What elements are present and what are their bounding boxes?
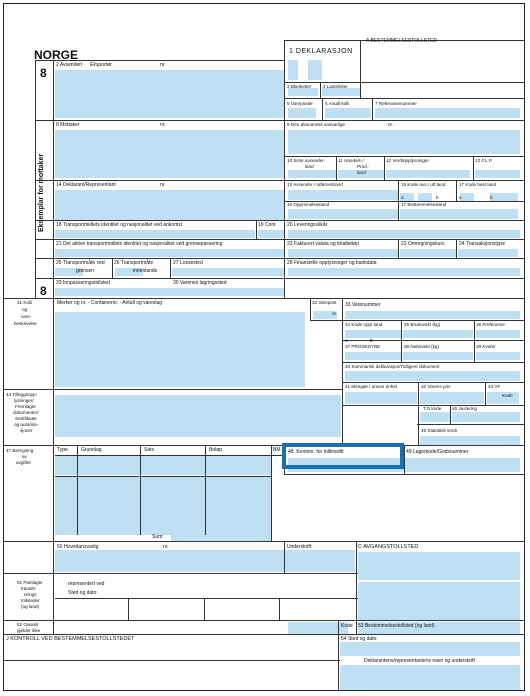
field-17-label: 17 Bestemmelsesland bbox=[401, 202, 447, 207]
rule bbox=[456, 239, 457, 258]
field-44-label-g: sjoner bbox=[20, 428, 33, 433]
field-54-label: 54 Sted og dato: bbox=[341, 636, 378, 642]
field-28-input[interactable] bbox=[288, 268, 520, 276]
rule bbox=[284, 541, 285, 573]
field-8-nr: nr. bbox=[160, 122, 166, 128]
rule bbox=[474, 320, 475, 362]
rule bbox=[418, 382, 419, 445]
col-belop: Beløp bbox=[209, 447, 223, 453]
field-15-input[interactable] bbox=[288, 190, 398, 200]
field-50-label: 50 Hovedansvarlig bbox=[57, 544, 99, 550]
box-a-label: A BESTEMMELSESTOLLSTED bbox=[366, 38, 438, 44]
field-10-label-b: land bbox=[305, 164, 314, 169]
field-17-input[interactable] bbox=[400, 209, 518, 219]
rule bbox=[279, 598, 280, 620]
rule bbox=[140, 445, 141, 535]
field-44-label-d: dokumenter/ bbox=[13, 410, 39, 415]
rule bbox=[338, 620, 339, 691]
box-c-input-2[interactable] bbox=[358, 582, 520, 620]
rule bbox=[342, 298, 343, 445]
field-34-label: 34 Kode oppr.land bbox=[345, 322, 383, 327]
field-24-input[interactable] bbox=[458, 249, 518, 257]
field-1-label: 1 DEKLARASJON bbox=[289, 48, 353, 55]
rule bbox=[35, 180, 524, 181]
field-1-a-input[interactable] bbox=[288, 60, 298, 80]
field-52-label-b: gjelder ikke bbox=[17, 628, 41, 633]
field-49-label: 49 Lagerkode/Godsnummer bbox=[406, 449, 469, 455]
field-54-signature-label: Deklarantens/representantens navn og underskrift bbox=[364, 658, 475, 664]
field-15a-a: a bbox=[401, 195, 404, 200]
rule bbox=[112, 258, 113, 278]
field-20-label: 20 Leveringsvilkår bbox=[287, 222, 328, 228]
rule bbox=[77, 445, 78, 535]
field-51-label-b: transitt- bbox=[21, 586, 37, 591]
rule bbox=[417, 424, 524, 425]
field-17a-a: a bbox=[459, 195, 462, 200]
field-6-input[interactable] bbox=[325, 108, 371, 118]
field-25-label-b: grensen bbox=[76, 268, 95, 274]
field-15-label: 15 Avsender-/ utførselsland bbox=[287, 182, 343, 187]
field-18-input[interactable] bbox=[55, 230, 255, 238]
rule bbox=[55, 598, 358, 599]
field-33-input[interactable] bbox=[345, 311, 520, 319]
field-32-nr: nr. bbox=[332, 311, 338, 316]
field-30-label: 30 Varenes lagringssted bbox=[173, 280, 227, 286]
field-34-a: a bbox=[345, 338, 348, 343]
field-46-label: 46 Statistisk verdi bbox=[421, 428, 457, 433]
rule bbox=[336, 156, 337, 180]
field-34-b: b bbox=[370, 338, 373, 343]
field-47-label: 47 Beregning bbox=[6, 448, 34, 453]
col-sats: Sats bbox=[144, 447, 155, 453]
rule bbox=[4, 298, 524, 299]
field-50-nr: nr. bbox=[163, 544, 169, 550]
field-25-label: 25 Transportmåte ved bbox=[56, 260, 105, 266]
signature-label: Underskrift: bbox=[287, 544, 313, 550]
rule bbox=[342, 382, 524, 383]
rule bbox=[342, 362, 524, 363]
field-44-input[interactable] bbox=[55, 395, 341, 437]
col-grunnlag: Grunnlag bbox=[81, 447, 102, 453]
highlight-field-48 bbox=[282, 443, 404, 469]
field-15a-label: 15 Kode avs./ utf.land bbox=[401, 182, 446, 187]
rule bbox=[271, 445, 272, 541]
field-1-b-input[interactable] bbox=[308, 60, 322, 80]
field-12-label: 12 Verdiopplysninger bbox=[386, 158, 429, 163]
field-4-label: 4 Lastelister bbox=[323, 84, 348, 89]
field-35-input[interactable] bbox=[403, 330, 473, 338]
field-15a-b: b bbox=[436, 195, 439, 200]
field-tokode-label: T.O.kode bbox=[423, 406, 442, 411]
field-47-label-c: avgifter bbox=[16, 460, 32, 465]
field-53-label: 53 Bestemmelsestollsted (og land) bbox=[358, 623, 435, 629]
field-29-30-input[interactable] bbox=[55, 288, 284, 296]
field-38-label: 38 Nettovekt (kg) bbox=[404, 344, 439, 349]
field-19-input[interactable] bbox=[258, 230, 284, 238]
country-title: NORGE bbox=[34, 48, 79, 62]
rule bbox=[310, 298, 311, 320]
field-51-label-e: (og land) bbox=[21, 604, 40, 609]
field-22-input[interactable] bbox=[288, 249, 398, 257]
code-label: Kode bbox=[341, 623, 353, 629]
box-c-label: C AVGANGSTOLLSTED bbox=[358, 544, 419, 550]
rule bbox=[4, 389, 342, 390]
field-11-label: 11 Handels-/ bbox=[338, 158, 364, 163]
field-2-nr: nr. bbox=[160, 62, 166, 68]
field-8-input[interactable] bbox=[55, 130, 284, 178]
rule bbox=[53, 298, 54, 541]
field-13-label: 13 F.L.P bbox=[475, 158, 492, 163]
field-36-input[interactable] bbox=[476, 330, 520, 338]
sum-label: Sum: bbox=[152, 534, 164, 540]
field-44-label-b: lysninger/ bbox=[14, 398, 34, 403]
rule bbox=[284, 98, 524, 99]
field-43-kode: Kode bbox=[502, 393, 513, 398]
rule bbox=[398, 180, 399, 220]
rule bbox=[4, 541, 524, 542]
field-33-label: 33 Varenummer bbox=[345, 302, 381, 308]
rule bbox=[404, 445, 405, 475]
rule bbox=[322, 98, 323, 120]
field-31-label: 31 Kolli bbox=[17, 300, 33, 305]
field-34-input[interactable] bbox=[345, 330, 401, 338]
rule bbox=[35, 60, 36, 298]
rule bbox=[473, 156, 474, 180]
field-26-label: 26 Transportmåte bbox=[114, 260, 154, 266]
field-21-label: 21 Det aktive transportmidlets identitet og nasjonalitet ved grensepassering bbox=[56, 241, 223, 247]
field-54-input[interactable] bbox=[340, 642, 520, 656]
field-12-input[interactable] bbox=[386, 170, 470, 178]
field-31-input[interactable] bbox=[55, 312, 305, 387]
field-9-label: 9 Den økonomisk ansvarlige bbox=[287, 122, 345, 127]
field-52-input[interactable] bbox=[288, 622, 348, 634]
field-31-main-label: Merker og nr. - Containernr. - Antall og vareslag bbox=[57, 300, 163, 306]
field-14-label: 14 Deklarant/Representant bbox=[56, 182, 116, 188]
rule bbox=[55, 455, 284, 456]
rule bbox=[320, 82, 321, 98]
field-52-label: 52 Garanti bbox=[17, 622, 39, 627]
field-27-input[interactable] bbox=[172, 268, 284, 276]
field-38-input[interactable] bbox=[403, 352, 473, 360]
copy-number-bottom: 8 bbox=[40, 284, 47, 298]
rule bbox=[401, 320, 402, 362]
rule bbox=[4, 445, 524, 446]
field-39-label: 39 Kvoter bbox=[476, 344, 496, 349]
box-c-input[interactable] bbox=[358, 552, 520, 580]
field-42-input[interactable] bbox=[420, 392, 484, 404]
field-47-label-b: av bbox=[22, 454, 27, 459]
field-21-input[interactable] bbox=[55, 249, 284, 257]
rule bbox=[284, 40, 285, 298]
field-37-label: 37 PROSEDYRE bbox=[345, 344, 381, 349]
field-44-label-e: Sertifikater bbox=[15, 416, 37, 421]
field-sum-input[interactable] bbox=[171, 534, 271, 541]
rule bbox=[55, 476, 271, 477]
field-46-input[interactable] bbox=[420, 436, 520, 445]
rule bbox=[356, 541, 357, 634]
field-41-input[interactable] bbox=[345, 392, 417, 404]
place-date-label: Sted og dato: bbox=[68, 590, 98, 596]
rule bbox=[35, 278, 524, 279]
field-45-label: 45 Justering bbox=[452, 406, 478, 411]
field-48-label: 48. Kontonr. for tollkreditt bbox=[288, 449, 344, 455]
field-14-nr: nr. bbox=[160, 182, 166, 188]
field-40-label: 40 Summarisk deklarasjon/Tidligere dokument bbox=[345, 364, 440, 369]
field-9-input[interactable] bbox=[288, 130, 520, 154]
field-44-label-f: og autorisa- bbox=[14, 422, 39, 427]
field-31-label-d: beskrivelse bbox=[14, 321, 37, 326]
field-17a-b-input[interactable] bbox=[490, 193, 518, 201]
field-42-label: 42 Varens pris bbox=[421, 384, 451, 389]
rule bbox=[53, 541, 54, 634]
field-47-rows-input[interactable] bbox=[55, 455, 271, 475]
rule bbox=[35, 120, 524, 121]
field-54-signature-input[interactable] bbox=[340, 665, 520, 690]
field-tokode-input[interactable] bbox=[420, 412, 450, 422]
field-26-label-b: innenlands bbox=[133, 268, 158, 274]
field-39-input[interactable] bbox=[476, 352, 520, 360]
field-50-input[interactable] bbox=[55, 550, 355, 572]
rule bbox=[35, 239, 524, 240]
rule bbox=[360, 40, 361, 98]
rule bbox=[205, 445, 206, 535]
rule bbox=[485, 382, 486, 405]
col-bm: BM bbox=[273, 447, 281, 453]
field-2-label-b: Eksportør bbox=[90, 62, 112, 68]
field-17a-label: 17 Kode best.land bbox=[459, 182, 497, 187]
field-22-label: 22 Fakturert valuta og totalbeløp bbox=[287, 241, 359, 247]
rule bbox=[4, 620, 524, 621]
field-44-label: 44 Tilleggsopp- bbox=[6, 392, 38, 397]
field-8-label: 8 Mottaker bbox=[56, 122, 80, 128]
field-44-label-c: Fremlagte bbox=[15, 404, 36, 409]
field-32-label: 32 Varepost bbox=[312, 300, 337, 305]
rule bbox=[4, 573, 358, 574]
field-20-input[interactable] bbox=[288, 230, 520, 238]
field-35-label: 35 Bruttovekt (kg) bbox=[404, 322, 441, 327]
rule bbox=[128, 598, 129, 620]
field-13-input[interactable] bbox=[475, 170, 520, 178]
rule bbox=[4, 634, 524, 635]
field-36-label: 36 Preferanse bbox=[476, 322, 505, 327]
rule bbox=[35, 258, 524, 259]
field-40-input[interactable] bbox=[345, 371, 520, 381]
field-16-label: 16 Opprinnelsesland bbox=[287, 202, 330, 207]
rule bbox=[384, 156, 385, 180]
field-10-input[interactable] bbox=[288, 170, 336, 178]
rule bbox=[35, 220, 524, 221]
field-2-label: 2 Avsender/ bbox=[56, 62, 83, 68]
rule bbox=[53, 60, 54, 298]
field-45-input[interactable] bbox=[452, 412, 520, 422]
field-9-nr: nr. bbox=[388, 122, 394, 127]
rule bbox=[372, 98, 373, 120]
field-29-label: 29 Innpasseringstollsted bbox=[56, 280, 110, 286]
field-51-label: 51 Planlagte bbox=[17, 580, 43, 585]
col-type: Type bbox=[57, 447, 68, 453]
field-24-label: 24 Transaksjonstype bbox=[459, 241, 505, 247]
field-10-label: 10 Siste avsender- bbox=[287, 158, 326, 163]
field-18-label: 18 Transportmidlets identitet og nasjonalitet ved ankomst bbox=[56, 222, 183, 228]
field-7-input[interactable] bbox=[375, 108, 520, 118]
rule bbox=[456, 180, 457, 201]
rule bbox=[4, 660, 340, 661]
field-23-label: 23 Omregningskurs bbox=[401, 241, 445, 247]
field-3-label: 3 Blanketter bbox=[287, 84, 312, 89]
field-23-input[interactable] bbox=[400, 249, 456, 257]
represented-by-label: representert ved bbox=[68, 581, 105, 587]
field-11-label-b: Prod.- bbox=[357, 164, 370, 169]
field-6-label: 6 Antall kolli bbox=[325, 101, 350, 106]
rule bbox=[256, 220, 257, 239]
rule bbox=[450, 405, 451, 424]
field-43-label: 43 VF bbox=[488, 384, 501, 389]
field-51-label-c: erings bbox=[24, 592, 37, 597]
field-19-label: 19 Cont bbox=[258, 222, 276, 228]
field-51-label-d: tollsteder bbox=[21, 598, 40, 603]
field-31-label-b: og bbox=[22, 307, 28, 312]
field-16-input[interactable] bbox=[288, 209, 398, 219]
side-label: Eksemplar for mottaker bbox=[38, 153, 45, 232]
rule bbox=[170, 258, 171, 278]
field-41-label: 41 Mengde i annen enhet bbox=[345, 384, 398, 389]
field-37-input[interactable] bbox=[345, 352, 401, 360]
rule bbox=[204, 598, 205, 620]
field-7-label: 7 Referansenummer bbox=[375, 101, 417, 106]
rule bbox=[398, 239, 399, 258]
field-14-input[interactable] bbox=[55, 190, 284, 220]
field-31-label-c: vare- bbox=[21, 314, 32, 319]
field-2-input[interactable] bbox=[55, 70, 284, 118]
field-28-label: 28 Finansielle opplysninger og bankdata bbox=[287, 260, 377, 266]
rule bbox=[284, 156, 524, 157]
field-17a-a-input[interactable] bbox=[460, 193, 474, 201]
field-5-label: 5 Vareposter bbox=[287, 101, 313, 106]
field-27-label: 27 Lossested bbox=[173, 260, 203, 266]
field-5-input[interactable] bbox=[288, 108, 316, 118]
field-17a-b: b bbox=[490, 195, 493, 200]
copy-number: 8 bbox=[40, 66, 47, 80]
field-47-rows2-input[interactable] bbox=[55, 477, 271, 535]
field-11-label-c: land bbox=[357, 170, 366, 175]
field-15a-b-input[interactable] bbox=[418, 193, 432, 201]
box-j-label: J KONTROLL VED BESTEMMELSESTOLLSTEDET bbox=[6, 636, 135, 642]
